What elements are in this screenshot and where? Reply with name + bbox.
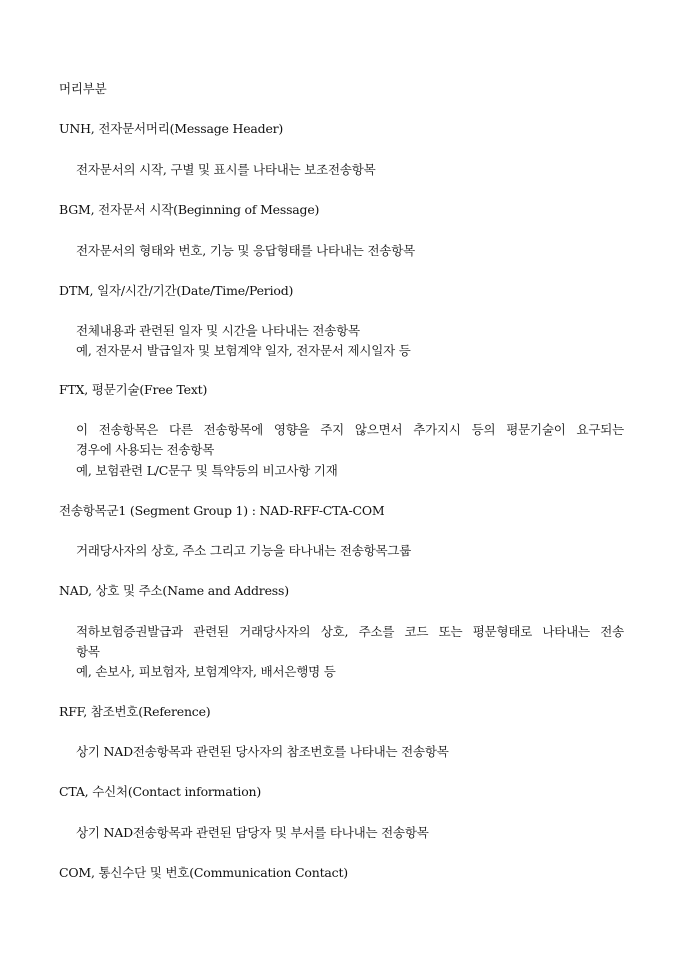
nad-description-line-1: 적하보험증권발급과 관련된 거래당사자의 상호, 주소를 코드 또는 평문형태로 나타내는 전송 [76,624,624,639]
unh-heading: UNH, 전자문서머리(Message Header) [59,121,284,136]
com-heading: COM, 통신수단 및 번호(Communication Contact) [59,865,348,880]
bgm-description: 전자문서의 형태와 번호, 기능 및 응답형태를 나타내는 전송항목 [76,243,415,258]
nad-example: 예, 손보사, 피보험자, 보험계약자, 배서은행명 등 [76,664,336,679]
nad-description-line-2: 항목 [76,644,100,659]
dtm-example: 예, 전자문서 발급일자 및 보험계약 일자, 전자문서 제시일자 등 [76,343,411,358]
rff-description: 상기 NAD전송항목과 관련된 당사자의 참조번호를 나타내는 전송항목 [76,744,449,759]
section-title: 머리부분 [59,81,107,96]
ftx-description-line-2: 경우에 사용되는 전송항목 [76,442,215,457]
nad-heading: NAD, 상호 및 주소(Name and Address) [59,583,289,598]
dtm-description: 전체내용과 관련된 일자 및 시간을 나타내는 전송항목 [76,323,360,338]
dtm-heading: DTM, 일자/시간/기간(Date/Time/Period) [59,283,294,298]
cta-heading: CTA, 수신처(Contact information) [59,784,262,799]
cta-description: 상기 NAD전송항목과 관련된 담당자 및 부서를 타나내는 전송항목 [76,825,429,840]
unh-description: 전자문서의 시작, 구별 및 표시를 나타내는 보조전송항목 [76,162,376,177]
rff-heading: RFF, 참조번호(Reference) [59,704,211,719]
bgm-heading: BGM, 전자문서 시작(Beginning of Message) [59,202,320,217]
ftx-description-line-1: 이 전송항목은 다른 전송항목에 영향을 주지 않으면서 추가지시 등의 평문기술이 요구되는 [76,422,624,437]
ftx-heading: FTX, 평문기술(Free Text) [59,382,208,397]
segment-group-1-heading: 전송항목군1 (Segment Group 1) : NAD-RFF-CTA-COM [59,503,385,518]
segment-group-1-description: 거래당사자의 상호, 주소 그리고 기능을 타나내는 전송항목그룹 [76,543,412,558]
ftx-example: 예, 보험관련 L/C문구 및 특약등의 비고사항 기재 [76,463,338,478]
